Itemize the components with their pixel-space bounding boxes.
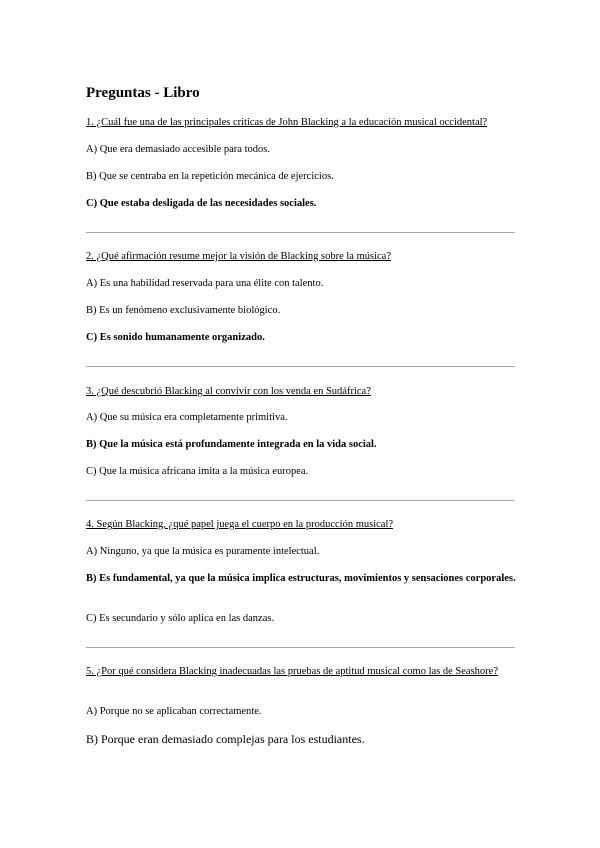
question-3: 3. ¿Qué descubrió Blacking al convivir con los venda en Sudáfrica? [86,386,371,397]
question-2-option-c-correct: C) Es sonido humanamente organizado. [86,332,265,343]
question-4-option-c: C) Es secundario y sólo aplica en las danzas. [86,613,275,624]
question-4-option-b-correct: B) Es fundamental, ya que la música implica estructuras, movimientos y sensaciones corporales. [86,573,516,584]
question-5-option-b: B) Porque eran demasiado complejas para los estudiantes. [86,732,365,746]
question-3-option-b-correct: B) Que la música está profundamente integrada en la vida social. [86,439,377,450]
section-divider [86,500,515,501]
question-4: 4. Según Blacking, ¿qué papel juega el cuerpo en la producción musical? [86,519,394,530]
question-1-option-c-correct: C) Que estaba desligada de las necesidades sociales. [86,198,317,209]
section-divider [86,647,515,648]
question-3-option-c: C) Que la música africana imita a la música europea. [86,466,309,477]
question-4-option-a: A) Ninguno, ya que la música es puramente intelectual. [86,546,320,557]
question-1-option-b: B) Que se centraba en la repetición mecánica de ejercicios. [86,171,334,182]
question-5: 5. ¿Por qué considera Blacking inadecuadas las pruebas de aptitud musical como las de Seashore? [86,666,498,677]
question-5-option-a: A) Porque no se aplicaban correctamente. [86,706,262,717]
question-3-option-a: A) Que su música era completamente primitiva. [86,412,288,423]
question-2-option-b: B) Es un fenómeno exclusivamente biológico. [86,305,281,316]
question-1-option-a: A) Que era demasiado accesible para todos. [86,144,270,155]
section-divider [86,366,515,367]
question-2-option-a: A) Es una habilidad reservada para una élite con talento. [86,278,324,289]
page-title: Preguntas - Libro [86,85,200,101]
section-divider [86,232,515,233]
question-2: 2. ¿Qué afirmación resume mejor la visión de Blacking sobre la música? [86,251,391,262]
question-1: 1. ¿Cuál fue una de las principales críticas de John Blacking a la educación musical occidental? [86,117,488,128]
